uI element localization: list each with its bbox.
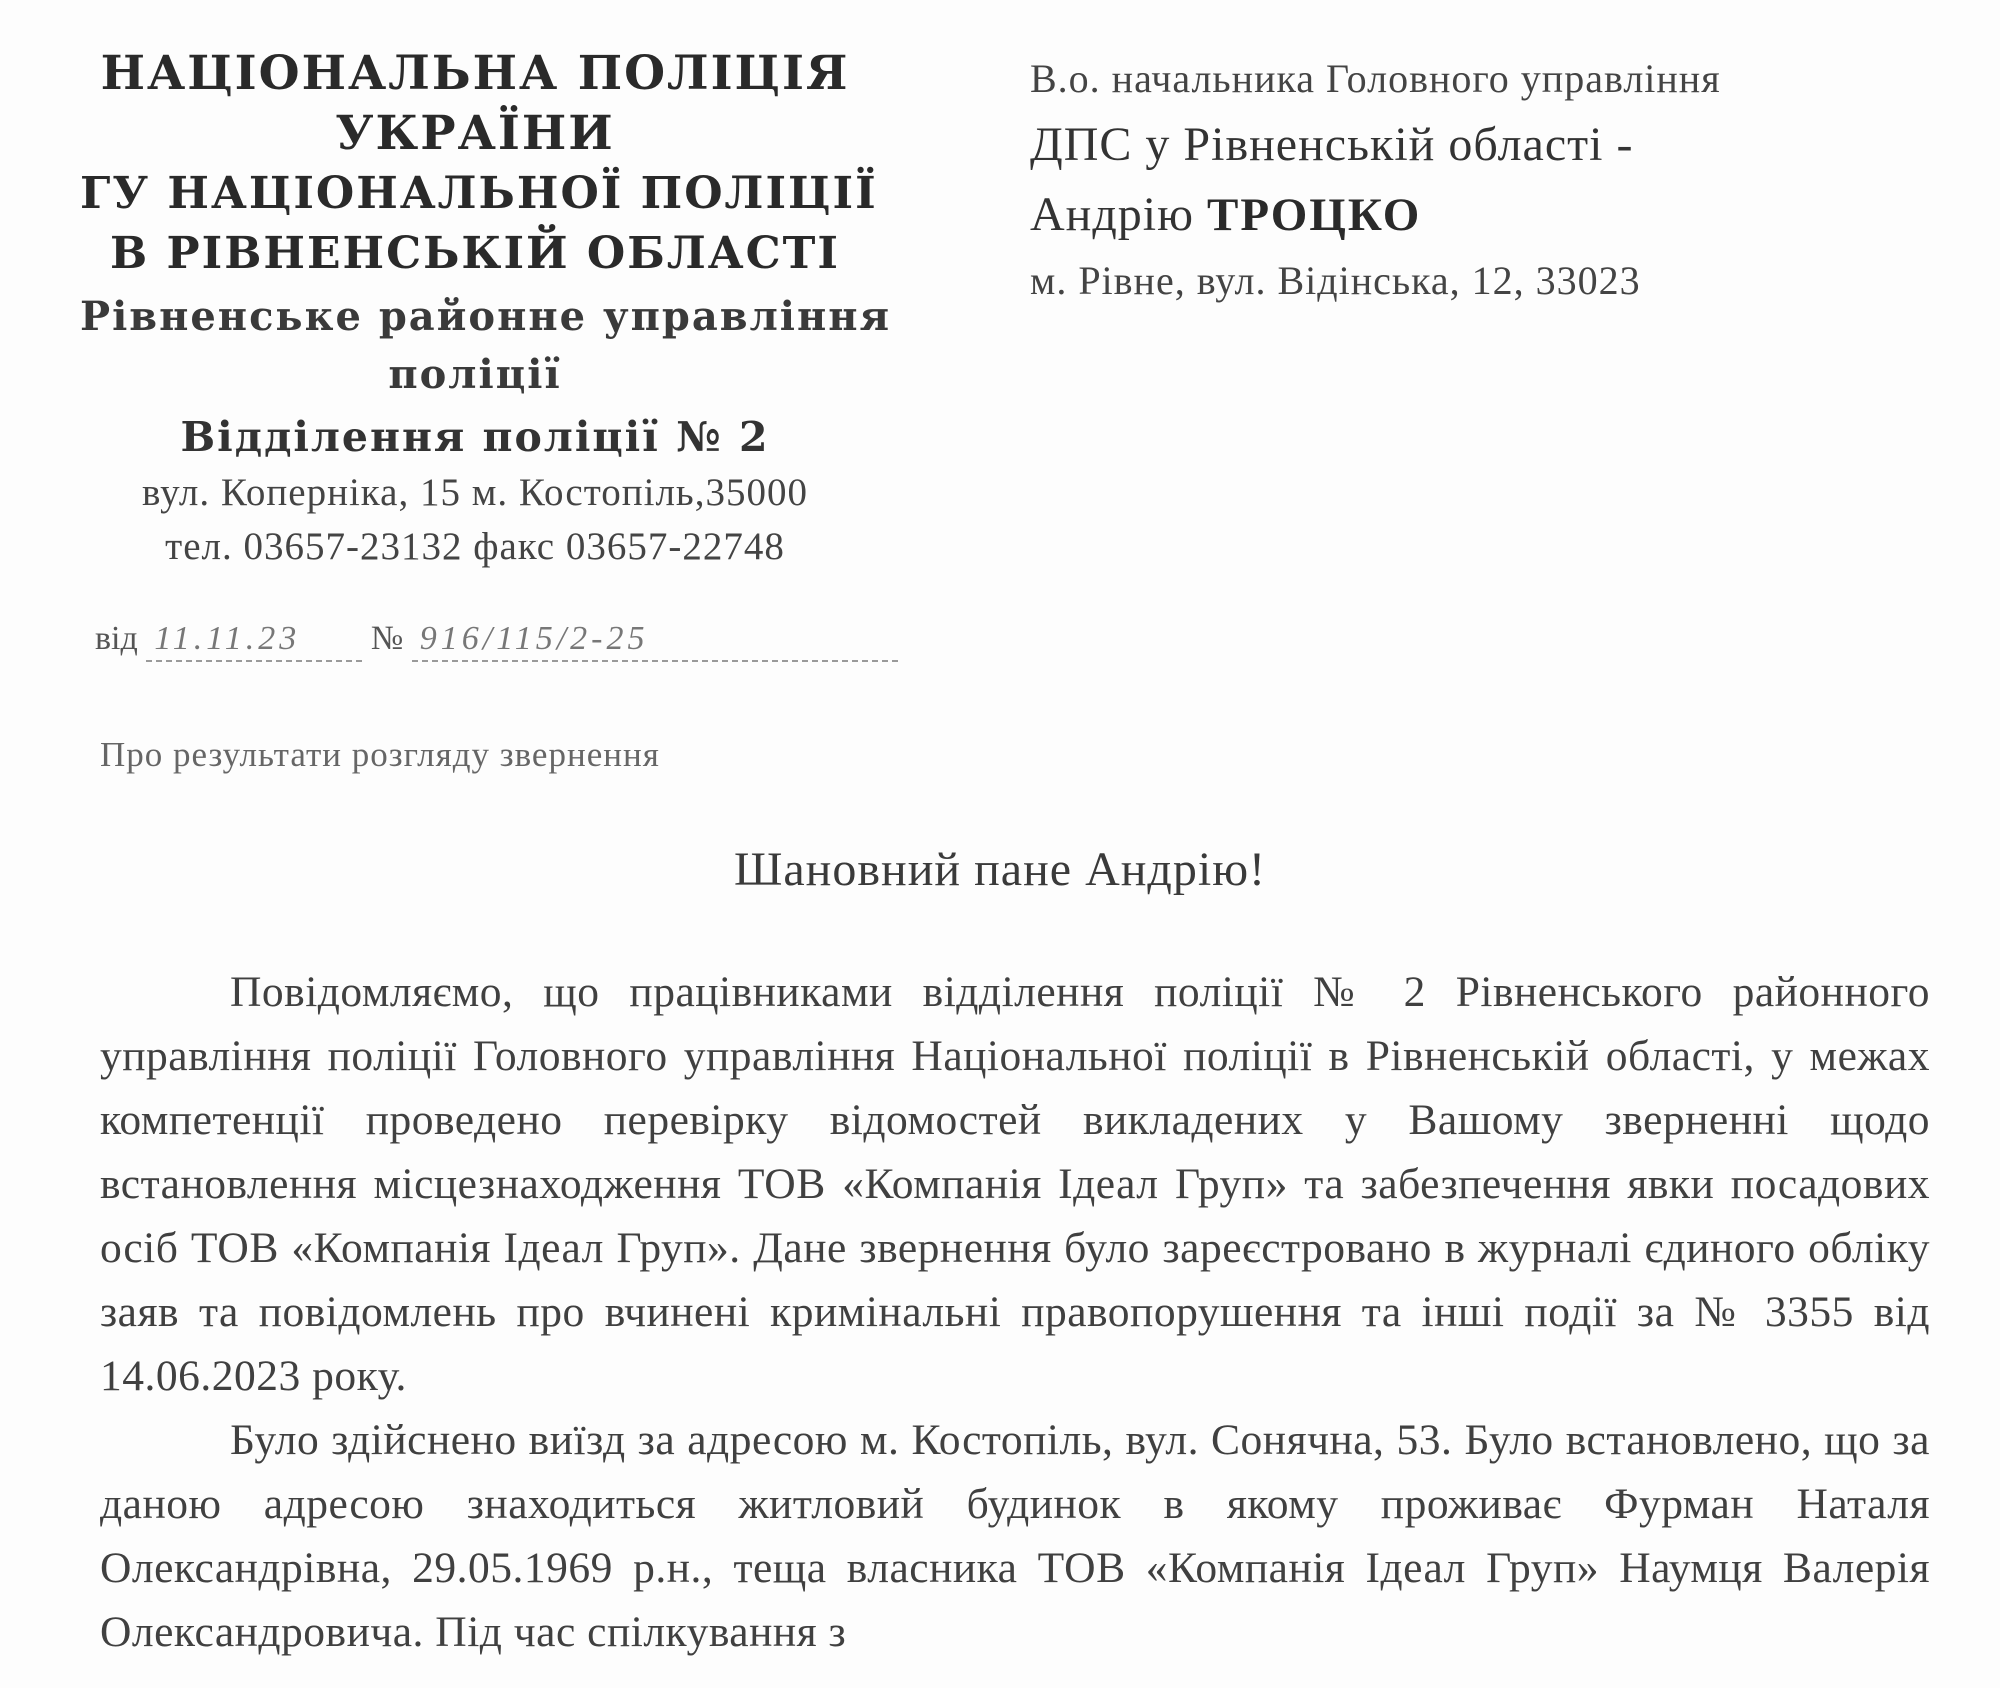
letterhead	[80, 44, 892, 574]
addressee-name	[1030, 180, 1960, 250]
department-name: Відділення поліції № 2	[180, 413, 770, 461]
reference-from-label: від	[95, 620, 138, 657]
addressee-position: В.о. начальника Головного управління	[1030, 56, 1721, 101]
org-name-line-4: В РІВНЕНСЬКІЙ ОБЛАСТІ	[110, 228, 840, 279]
addressee-block	[1030, 48, 1960, 312]
reference-date-handwritten: 11.11.23	[146, 620, 362, 662]
letter-body	[100, 960, 1930, 1664]
reference-number-label: №	[370, 620, 404, 657]
unit-name-line-2: поліції	[388, 351, 562, 398]
department-address: вул. Коперніка, 15 м. Костопіль,35000	[142, 471, 808, 514]
reference-number-handwritten: 916/115/2-25	[412, 620, 898, 662]
org-name-line-3: ГУ НАЦІОНАЛЬНОЇ ПОЛІЦІЇ	[80, 168, 878, 219]
addressee-address: м. Рівне, вул. Відінська, 12, 33023	[1030, 258, 1641, 303]
body-paragraph-1: Повідомляємо, що працівниками відділення поліції № 2 Рівненського районного управління поліції Головного управління Національної поліції в Рівненській області, у межах компетенції проведено перевірку відомостей викладених у Вашому зверненні щодо встановлення місцезнаходження ТОВ «Компанія Ідеал Груп» та забезпечення явки посадових осіб ТОВ «Компанія Ідеал Груп». Дане звернення було зареєстровано в журналі єдиного обліку заяв та повідомлень про вчинені кримінальні правопорушення та інші події за № 3355 від 14.06.2023 року.	[100, 968, 1930, 1400]
org-name-line-1: НАЦІОНАЛЬНА ПОЛІЦІЯ	[100, 46, 850, 101]
unit-name-line-1: Рівненське районне управління	[80, 293, 892, 340]
addressee-surname: ТРОЦКО	[1206, 189, 1422, 241]
department-phone: тел. 03657-23132 факс 03657-22748	[165, 525, 785, 568]
org-name-line-2: УКРАЇНИ	[335, 106, 615, 161]
salutation: Шановний пане Андрію!	[733, 843, 1267, 896]
addressee-given-name: Андрію	[1030, 188, 1194, 241]
letter-subject: Про результати розгляду звернення	[100, 735, 660, 774]
outgoing-reference	[95, 620, 898, 662]
addressee-organization: ДПС у Рівненській області -	[1030, 118, 1634, 171]
body-paragraph-2: Було здійснено виїзд за адресою м. Костопіль, вул. Сонячна, 53. Було встановлено, що за даною адресою знаходиться житловий будинок в якому проживає Фурман Наталя Олександрівна, 29.05.1969 р.н., теща власника ТОВ «Компанія Ідеал Груп» Наумця Валерія Олександровича. Під час спілкування з	[100, 1416, 1930, 1656]
